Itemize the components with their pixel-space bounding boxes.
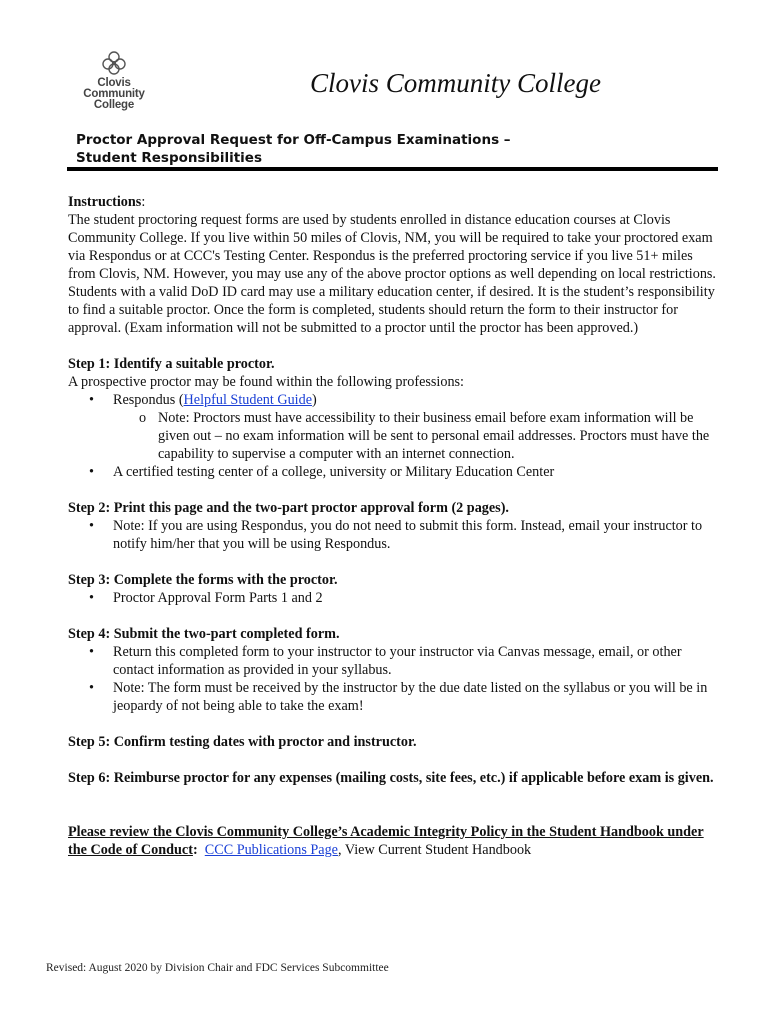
- step-6-heading: Step 6: Reimburse proctor for any expenses (mailing costs, site fees, etc.) if applicable before exam is given.: [68, 770, 714, 786]
- helpful-student-guide-link[interactable]: Helpful Student Guide: [183, 392, 313, 408]
- step-4: [68, 625, 718, 715]
- document-body: [68, 193, 718, 859]
- document-title-line-1: Proctor Approval Request for Off-Campus Examinations –: [76, 132, 511, 148]
- title-divider: [67, 167, 718, 171]
- step-2-heading: Step 2: Print this page and the two-part proctor approval form (2 pages).: [68, 500, 509, 516]
- step-5: [68, 733, 718, 751]
- list-item-return-form: • Return this completed form to your instructor to your instructor via Canvas message, email, or other contact information as provided in your syllabus.: [68, 643, 718, 679]
- list-item-form-parts: • Proctor Approval Form Parts 1 and 2: [68, 589, 718, 607]
- step-3: [68, 571, 718, 607]
- step-1-heading: Step 1: Identify a suitable proctor.: [68, 356, 275, 372]
- list-item-proctor-note: o Note: Proctors must have accessibility to their business email before exam information will be given out – no exam information will be sent to personal email addresses. Proctors must have the capability to supervise a computer with an internet connection.: [113, 409, 718, 463]
- college-logo: [78, 50, 150, 111]
- step-5-heading: Step 5: Confirm testing dates with proctor and instructor.: [68, 734, 417, 750]
- list-item-testing-center: • A certified testing center of a college, university or Military Education Center: [68, 463, 718, 481]
- college-seal-icon: [99, 50, 129, 76]
- list-item-respondus-note: • Note: If you are using Respondus, you do not need to submit this form. Instead, email your instructor to notify him/her that you will be using Respondus.: [68, 517, 718, 553]
- step-1: [68, 355, 718, 481]
- document-title-line-2: Student Responsibilities: [76, 150, 262, 166]
- college-name-heading: Clovis Community College: [310, 68, 601, 98]
- policy-statement: Please review the Clovis Community College’s Academic Integrity Policy in the Student Handbook under the Code of Conduct: [68, 824, 704, 858]
- instructions-paragraph: The student proctoring request forms are used by students enrolled in distance education courses at Clovis Community College. If you live within 50 miles of Clovis, NM, you will be required to take your proctored exam via Respondus or at CCC's Testing Center. Respondus is the preferred proctoring service if you live 51+ miles from Clovis, NM. However, you may use any of the above proctor options as well depending on local restrictions. Students with a valid DoD ID card may use a military education center, if desired. It is the student’s responsibility to find a suitable proctor. Once the form is completed, students should return the form to their instructor for approval. (Exam information will not be submitted to a proctor until the proctor has been approved.): [68, 212, 716, 336]
- step-3-heading: Step 3: Complete the forms with the proctor.: [68, 572, 338, 588]
- academic-integrity-notice: Please review the Clovis Community College’s Academic Integrity Policy in the Student Handbook under the Code of Conduct: CCC Publications Page, View Current Student Handbook: [68, 824, 704, 858]
- list-item-due-date-note: • Note: The form must be received by the instructor by the due date listed on the syllabus or you will be in jeopardy of not being able to take the exam!: [68, 679, 718, 715]
- step-4-heading: Step 4: Submit the two-part completed form.: [68, 626, 340, 642]
- ccc-publications-link[interactable]: CCC Publications Page: [204, 842, 338, 858]
- step-1-intro: A prospective proctor may be found within the following professions:: [68, 374, 464, 390]
- step-6: [68, 769, 718, 787]
- document-title: [76, 131, 511, 167]
- logo-wordmark: Clovis Community College: [83, 77, 145, 111]
- list-item-respondus: • Respondus (Helpful Student Guide) o Note: Proctors must have accessibility to their business email before exam information will be given out – no exam information will be sent to personal email addresses. Proctors must have the capability to supervise a computer with an internet connection.: [68, 391, 718, 463]
- revision-footer: Revised: August 2020 by Division Chair and FDC Services Subcommittee: [46, 962, 389, 974]
- instructions-heading: Instructions:: [68, 194, 146, 210]
- step-2: [68, 499, 718, 553]
